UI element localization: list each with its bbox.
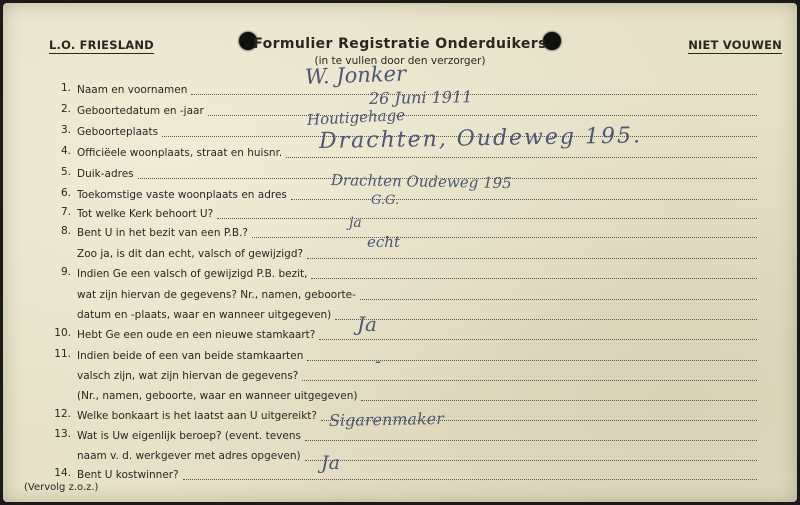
field-label: Indien Ge een valsch of gewijzigd P.B. bezit, bbox=[77, 268, 308, 280]
field-label: Duik-adres bbox=[77, 168, 134, 180]
field-label: naam v. d. werkgever met adres opgeven) bbox=[77, 450, 301, 462]
field-label: Officiëele woonplaats, straat en huisnr. bbox=[77, 147, 283, 159]
answer-future-address: Drachten Oudeweg 195 bbox=[330, 171, 512, 193]
dotted-line bbox=[208, 112, 757, 116]
field-label: Welke bonkaart is het laatst aan U uitgereikt? bbox=[77, 410, 317, 422]
field-label: Hebt Ge een oude en een nieuwe stamkaart? bbox=[77, 329, 316, 341]
answer-breadwinner: Ja bbox=[321, 452, 340, 474]
field-number: 4. bbox=[60, 145, 71, 157]
answer-stamkaart: Ja bbox=[357, 312, 377, 336]
field-label: valsch zijn, wat zijn hiervan de gegevens? bbox=[77, 370, 299, 382]
answer-stamkaart-data: - bbox=[375, 351, 382, 372]
field-line bbox=[77, 245, 757, 261]
field-line bbox=[77, 466, 757, 482]
field-label: Bent U in het bezit van een P.B.? bbox=[77, 227, 248, 239]
dotted-line bbox=[217, 215, 757, 219]
dotted-line bbox=[191, 91, 757, 95]
dotted-line bbox=[361, 397, 757, 401]
field-label: Geboortedatum en -jaar bbox=[77, 105, 204, 117]
field-line bbox=[77, 224, 757, 240]
field-line bbox=[77, 387, 757, 403]
field-number: 13. bbox=[54, 428, 71, 440]
field-number: 8. bbox=[60, 225, 71, 237]
dotted-line bbox=[305, 457, 757, 461]
field-label: datum en -plaats, waar en wanneer uitgegeven) bbox=[77, 309, 332, 321]
answer-profession: Sigarenmaker bbox=[328, 408, 444, 430]
answer-residence: Drachten, Oudeweg 195. bbox=[318, 123, 643, 154]
field-number: 1. bbox=[60, 82, 71, 94]
field-label: Bent U kostwinner? bbox=[77, 469, 179, 481]
field-line bbox=[77, 367, 757, 383]
field-label: wat zijn hiervan de gegevens? Nr., namen, geboorte- bbox=[77, 289, 356, 301]
field-line bbox=[77, 326, 757, 342]
field-line bbox=[77, 286, 757, 302]
dotted-line bbox=[311, 275, 757, 279]
field-line bbox=[77, 447, 757, 463]
field-number: 6. bbox=[60, 187, 71, 199]
field-label: Zoo ja, is dit dan echt, valsch of gewijzigd? bbox=[77, 248, 304, 260]
dotted-line bbox=[305, 437, 757, 441]
field-line bbox=[77, 347, 757, 363]
form-title: Formulier Registratie Onderduikers bbox=[253, 36, 547, 52]
do-not-fold-label: NIET VOUWEN bbox=[688, 38, 782, 52]
answer-birthdate: 26 Juni 1911 bbox=[368, 87, 473, 108]
dotted-line bbox=[307, 255, 757, 259]
field-number: 5. bbox=[60, 166, 71, 178]
field-number: 10. bbox=[54, 327, 71, 339]
form-subtitle: (in te vullen door den verzorger) bbox=[314, 55, 486, 67]
field-number: 11. bbox=[54, 348, 71, 360]
field-number: 14. bbox=[54, 467, 71, 479]
field-line bbox=[77, 265, 757, 281]
field-label: Naam en voornamen bbox=[77, 84, 188, 96]
field-line bbox=[77, 427, 757, 443]
dotted-line bbox=[252, 234, 757, 238]
field-line bbox=[77, 306, 757, 322]
dotted-line bbox=[335, 316, 757, 320]
dotted-line bbox=[319, 336, 757, 340]
field-number: 3. bbox=[60, 124, 71, 136]
field-number: 7. bbox=[60, 206, 71, 218]
field-number: 12. bbox=[54, 408, 71, 420]
answer-church: G.G. bbox=[371, 193, 400, 208]
dotted-line bbox=[286, 154, 757, 158]
field-label: Tot welke Kerk behoort U? bbox=[77, 208, 214, 220]
field-label: Toekomstige vaste woonplaats en adres bbox=[77, 189, 287, 201]
field-label: Geboorteplaats bbox=[77, 126, 159, 138]
answer-birthplace: Houtigehage bbox=[306, 105, 406, 129]
dotted-line bbox=[291, 196, 757, 200]
dotted-line bbox=[302, 377, 757, 381]
answer-name: W. Jonker bbox=[304, 61, 407, 89]
organisation-label: L.O. FRIESLAND bbox=[49, 38, 154, 52]
answer-pb-has: ja bbox=[349, 215, 362, 231]
answer-pb-type: echt bbox=[367, 233, 400, 251]
continued-note: (Vervolg z.o.z.) bbox=[24, 482, 99, 493]
dotted-line bbox=[360, 296, 757, 300]
field-label: Wat is Uw eigenlijk beroep? (event. tevens bbox=[77, 430, 301, 442]
field-label: (Nr., namen, geboorte, waar en wanneer uitgegeven) bbox=[77, 390, 358, 402]
field-line bbox=[77, 205, 757, 221]
dotted-line bbox=[183, 476, 757, 480]
field-number: 2. bbox=[60, 103, 71, 115]
field-label: Indien beide of een van beide stamkaarten bbox=[77, 350, 304, 362]
field-number: 9. bbox=[60, 266, 71, 278]
registration-form-card bbox=[3, 3, 797, 502]
